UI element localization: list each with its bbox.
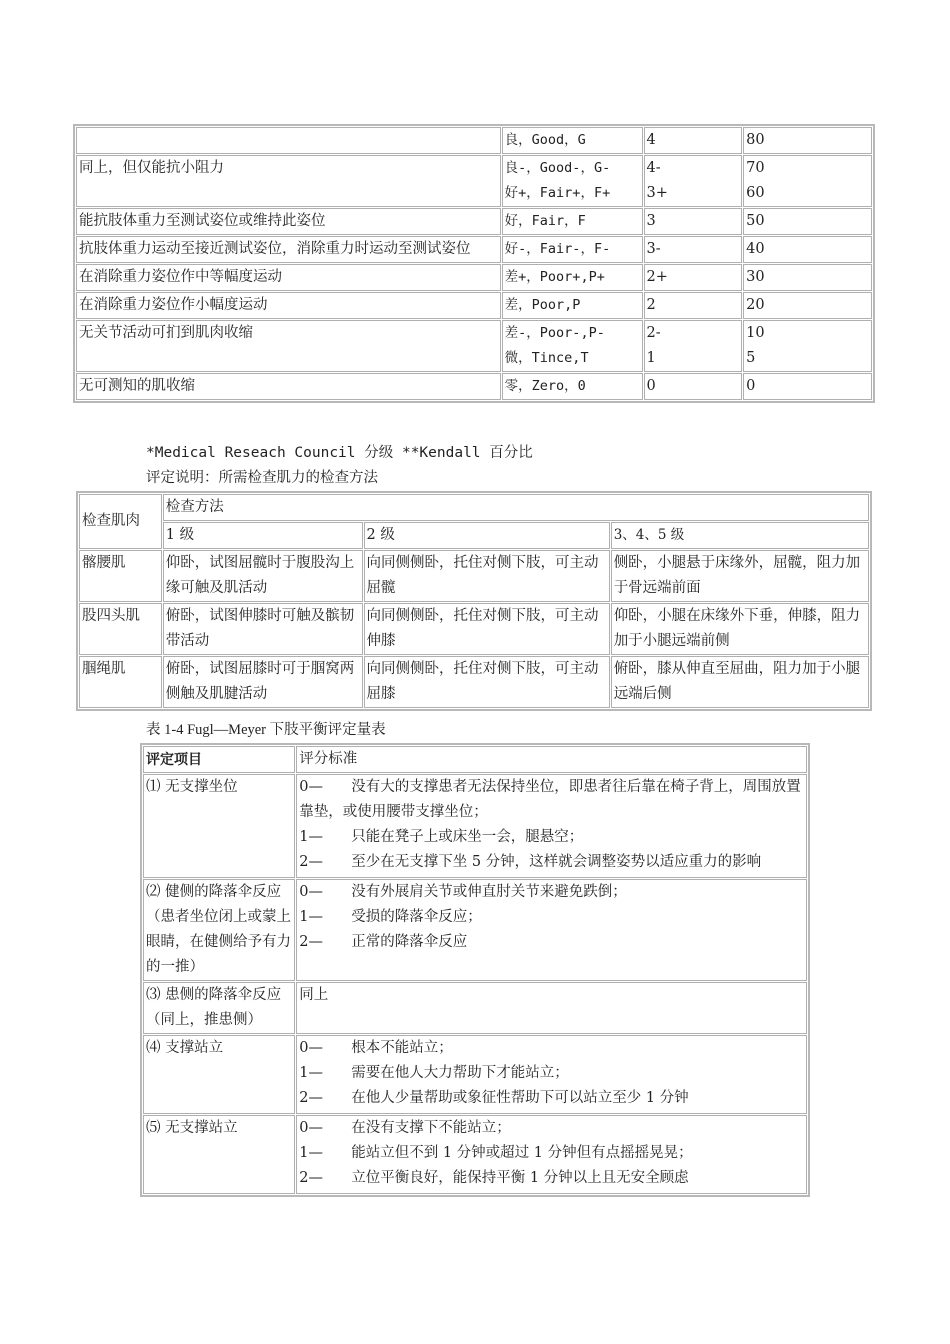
criteria-line [299, 825, 806, 850]
grade-description [76, 127, 501, 154]
grade-label: 好+，Fair+，F+ [504, 185, 611, 201]
grade-description: 在消除重力姿位作小幅度运动 [76, 292, 501, 319]
criteria-score: 0— [299, 779, 323, 795]
grade-percent: 5 [746, 350, 756, 366]
criteria-line [299, 905, 806, 930]
criteria-line [299, 1166, 806, 1191]
grade-percent: 20 [746, 297, 765, 313]
grade-row [76, 127, 872, 154]
grade-description: 无关节活动可扪到肌肉收缩 [76, 320, 501, 372]
grade-row [76, 320, 872, 372]
balance-item: ⑴ 无支撑坐位 [143, 774, 295, 878]
grade-label-cell [502, 373, 643, 400]
balance-header-row [143, 746, 807, 773]
grade-label: 差+，Poor+,P+ [504, 269, 605, 285]
grade-row [76, 236, 872, 263]
grade-score: 2 [646, 297, 656, 313]
balance-criteria [296, 774, 807, 878]
criteria-score: 1— [299, 1145, 323, 1161]
criteria-line [299, 1036, 806, 1061]
criteria-text: 需要在他人大力帮助下才能站立； [351, 1065, 569, 1081]
criteria-score: 0— [299, 884, 323, 900]
grade-percent-cell [743, 236, 872, 263]
muscle-row [79, 550, 869, 602]
criteria-score: 2— [299, 1170, 323, 1186]
criteria-header: 评分标准 [296, 746, 807, 773]
criteria-line [299, 775, 806, 825]
grade-score: 2- [646, 325, 661, 341]
level-1-method: 俯卧，试图伸膝时可触及髌韧带活动 [163, 603, 363, 655]
grade-score-cell [644, 373, 743, 400]
level-1-method: 仰卧，试图屈髋时于腹股沟上缘可触及肌活动 [163, 550, 363, 602]
grade-percent-cell [743, 155, 872, 207]
criteria-score: 1— [299, 829, 323, 845]
level-header-row [79, 522, 869, 549]
grade-label: 好-，Fair-，F- [504, 241, 611, 257]
balance-row [143, 879, 807, 981]
grade-label-cell [502, 264, 643, 291]
grade-percent-cell [743, 292, 872, 319]
grade-score-cell [644, 292, 743, 319]
grade-score: 4- [646, 160, 661, 176]
grade-label: 良-，Good-，G- [504, 160, 611, 176]
criteria-text: 至少在无支撑下坐 5 分钟，这样就会调整姿势以适应重力的影响 [351, 854, 762, 870]
criteria-line [299, 880, 806, 905]
balance-row [143, 982, 807, 1034]
method-caption: 评定说明：所需检查肌力的检查方法 [146, 470, 378, 486]
grade-label-cell [502, 292, 643, 319]
grade-score-cell [644, 236, 743, 263]
grade-label-cell [502, 127, 643, 154]
criteria-text: 同上 [299, 987, 329, 1003]
level-2-method: 向同侧侧卧，托住对侧下肢，可主动屈膝 [364, 656, 610, 708]
level-2-method: 向同侧侧卧，托住对侧下肢，可主动屈髋 [364, 550, 610, 602]
grade-percent: 30 [746, 269, 765, 285]
muscle-row [79, 603, 869, 655]
grade-label: 差，Poor,P [504, 297, 581, 313]
grade-percent: 50 [746, 213, 765, 229]
criteria-line [299, 983, 806, 1008]
criteria-score: 1— [299, 909, 323, 925]
balance-row [143, 1115, 807, 1194]
grade-score-cell [644, 320, 743, 372]
grade-score-cell [644, 127, 743, 154]
balance-criteria [296, 982, 807, 1034]
criteria-line [299, 1141, 806, 1166]
balance-item: ⑸ 无支撑站立 [143, 1115, 295, 1194]
criteria-line [299, 850, 806, 875]
grade-label: 差-，Poor-,P- [504, 325, 605, 341]
grade-score-cell [644, 155, 743, 207]
level-2-method: 向同侧侧卧，托住对侧下肢，可主动伸膝 [364, 603, 610, 655]
muscle-name: 股四头肌 [79, 603, 162, 655]
criteria-score: 2— [299, 1090, 323, 1106]
grade-row [76, 292, 872, 319]
level-1-header: 1 级 [163, 522, 363, 549]
grade-percent: 70 [746, 160, 765, 176]
muscle-grade-table [73, 124, 875, 403]
level-2-header: 2 级 [364, 522, 610, 549]
grade-score: 3 [646, 213, 656, 229]
grade-score: 2+ [646, 269, 668, 285]
level-3-header: 3、4、5 级 [611, 522, 869, 549]
method-header-row [79, 494, 869, 521]
balance-row [143, 1035, 807, 1114]
grade-percent: 80 [746, 132, 765, 148]
grade-description: 在消除重力姿位作中等幅度运动 [76, 264, 501, 291]
muscle-header: 检查肌肉 [79, 494, 162, 549]
grade-percent: 40 [746, 241, 765, 257]
balance-row [143, 774, 807, 878]
grade-percent-cell [743, 208, 872, 235]
criteria-text: 根本不能站立； [351, 1040, 453, 1056]
table-caption: 表 1-4 Fugl—Meyer 下肢平衡评定量表 [146, 722, 386, 738]
criteria-text: 没有大的支撑患者无法保持坐位，即患者往后靠在椅子背上，周围放置靠垫，或使用腰带支撑坐位； [299, 779, 801, 820]
grade-percent-cell [743, 127, 872, 154]
grade-label: 零，Zero，0 [504, 378, 586, 394]
grade-score-cell [644, 208, 743, 235]
balance-item: ⑵ 健侧的降落伞反应（患者坐位闭上或蒙上眼睛，在健侧给予有力的一推） [143, 879, 295, 981]
grade-label-cell [502, 236, 643, 263]
level-3-method: 俯卧，膝从伸直至屈曲，阻力加于小腿远端后侧 [611, 656, 869, 708]
criteria-score: 0— [299, 1120, 323, 1136]
method-header: 检查方法 [163, 494, 869, 521]
balance-criteria [296, 1035, 807, 1114]
criteria-line [299, 1061, 806, 1086]
grade-description: 同上，但仅能抗小阻力 [76, 155, 501, 207]
grade-label: 良，Good，G [504, 132, 586, 148]
criteria-text: 只能在凳子上或床坐一会，腿悬空； [351, 829, 584, 845]
grade-percent-cell [743, 264, 872, 291]
balance-criteria [296, 1115, 807, 1194]
grade-percent: 60 [746, 185, 765, 201]
grade-description: 无可测知的肌收缩 [76, 373, 501, 400]
grade-score: 3- [646, 241, 661, 257]
criteria-line [299, 1116, 806, 1141]
grade-row [76, 373, 872, 400]
level-3-method: 侧卧，小腿悬于床缘外，屈髋，阻力加于骨远端前面 [611, 550, 869, 602]
balance-criteria [296, 879, 807, 981]
grade-label-cell [502, 208, 643, 235]
grade-label: 好，Fair，F [504, 213, 586, 229]
muscle-test-method-table [76, 491, 872, 711]
criteria-score: 2— [299, 854, 323, 870]
criteria-score: 0— [299, 1040, 323, 1056]
criteria-text: 在他人少量帮助或象征性帮助下可以站立至少 1 分钟 [351, 1090, 689, 1106]
grade-percent-cell [743, 320, 872, 372]
item-header: 评定项目 [143, 746, 295, 773]
level-3-method: 仰卧，小腿在床缘外下垂，伸膝，阻力加于小腿远端前侧 [611, 603, 869, 655]
grade-description: 抗肢体重力运动至接近测试姿位，消除重力时运动至测试姿位 [76, 236, 501, 263]
grade-score: 3+ [646, 185, 668, 201]
criteria-text: 受损的降落伞反应； [351, 909, 482, 925]
grade-score: 0 [646, 378, 656, 394]
criteria-score: 2— [299, 934, 323, 950]
grade-score: 4 [646, 132, 656, 148]
muscle-row [79, 656, 869, 708]
balance-item: ⑶ 患侧的降落伞反应（同上，推患侧） [143, 982, 295, 1034]
grade-percent-cell [743, 373, 872, 400]
grade-score: 1 [646, 350, 656, 366]
criteria-line [299, 930, 806, 955]
criteria-score: 1— [299, 1065, 323, 1081]
level-1-method: 俯卧，试图屈膝时可于腘窝两侧触及肌腱活动 [163, 656, 363, 708]
grade-percent: 10 [746, 325, 765, 341]
grade-description: 能抗肢体重力至测试姿位或维持此姿位 [76, 208, 501, 235]
grading-footnote: *Medical Reseach Council 分级 **Kendall 百分比 [146, 445, 533, 461]
muscle-name: 腘绳肌 [79, 656, 162, 708]
grade-label-cell [502, 155, 643, 207]
criteria-text: 能站立但不到 1 分钟或超过 1 分钟但有点摇摇晃晃； [351, 1145, 693, 1161]
criteria-text: 正常的降落伞反应 [351, 934, 468, 950]
grade-percent: 0 [746, 378, 756, 394]
balance-item: ⑷ 支撑站立 [143, 1035, 295, 1114]
grade-score-cell [644, 264, 743, 291]
grade-row [76, 208, 872, 235]
muscle-name: 髂腰肌 [79, 550, 162, 602]
criteria-text: 立位平衡良好，能保持平衡 1 分钟以上且无安全顾虑 [351, 1170, 689, 1186]
criteria-line [299, 1086, 806, 1111]
criteria-text: 没有外展肩关节或伸直肘关节来避免跌倒； [351, 884, 627, 900]
grade-label-cell [502, 320, 643, 372]
grade-row [76, 155, 872, 207]
fugl-meyer-balance-table [140, 743, 810, 1197]
grade-row [76, 264, 872, 291]
criteria-text: 在没有支撑下不能站立； [351, 1120, 511, 1136]
grade-label: 微，Tince,T [504, 350, 589, 366]
